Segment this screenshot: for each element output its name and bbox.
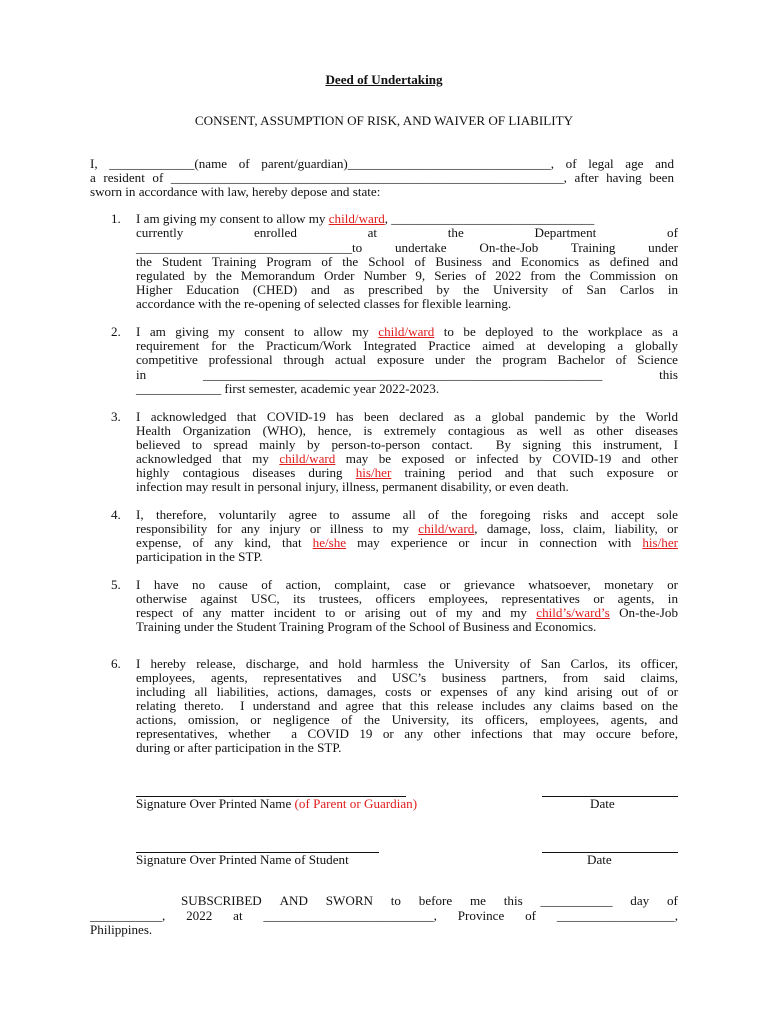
sworn-line-3: Philippines. xyxy=(90,922,153,937)
item1-line-1: I am giving my consent to allow my child/ward, _______________________________ xyxy=(136,211,595,226)
item3-line-3: believed to spread mainly by person-to-person contact. By signing this instrument, I xyxy=(136,437,678,452)
item5-line-4: Training under the Student Training Program of the School of Business and Economics. xyxy=(136,619,597,634)
highlight-child-ward: child/ward xyxy=(328,211,385,226)
item1-line-7: accordance with the re-opening of selected classes for flexible learning. xyxy=(136,296,512,311)
item1-line-6: Higher Education (CHED) and as prescribed by the University of San Carlos in xyxy=(136,282,678,297)
item6-line-5: actions, omission, or negligence of the University, its officers, employees, agents, and xyxy=(136,712,678,727)
highlight-child-ward: child/ward xyxy=(378,324,435,339)
item6-line-6: representatives, whether a COVID 19 or any other infections that may occure before, xyxy=(136,726,678,741)
item1-line-3: _________________________________to undertake On-the-Job Training under xyxy=(136,240,678,255)
item5-line-3: respect of any matter incident to or arising out of my and my child’s/ward’s On-the-Job xyxy=(136,605,678,620)
parent-signature-label: Signature Over Printed Name (of Parent or Guardian) xyxy=(136,796,418,811)
item4-line-1: I, therefore, voluntarily agree to assume all of the foregoing risks and accept sole xyxy=(136,507,678,522)
item6-line-2: employees, agents, representatives and USC’s business partners, from said claims, xyxy=(136,670,678,685)
item1-line-2: currently enrolled at the Department of xyxy=(136,225,678,240)
item2-line-1: I am giving my consent to allow my child/ward to be deployed to the workplace as a xyxy=(136,324,678,339)
item1-line-5: regulated by the Memorandum Order Number 9, Series of 2022 from the Commission on xyxy=(136,268,678,283)
item-number: 4. xyxy=(111,507,121,522)
document-subtitle: CONSENT, ASSUMPTION OF RISK, AND WAIVER OF LIABILITY xyxy=(194,113,574,128)
highlight-his-her: his/her xyxy=(355,465,392,480)
document-title: Deed of Undertaking xyxy=(325,72,443,87)
item3-line-2: Health Organization (WHO), hence, is extremely contagious as well as other diseases xyxy=(136,423,678,438)
sworn-line-2: ___________, 2022 at __________________________, Province of __________________, xyxy=(90,908,678,923)
item2-line-3: competitive professional through actual exposure under the program Bachelor of Science xyxy=(136,352,678,367)
intro-line-1: I, _____________(name of parent/guardian)_______________________________, of legal age and xyxy=(90,156,674,171)
highlight-child-ward: child/ward xyxy=(418,521,475,536)
item-number: 2. xyxy=(111,324,121,339)
item6-line-1: I hereby release, discharge, and hold harmless the University of San Carlos, its officer, xyxy=(136,656,678,671)
item4-line-3: expense, of any kind, that he/she may experience or incur in connection with his/her xyxy=(136,535,678,550)
parent-guardian-note: (of Parent or Guardian) xyxy=(294,796,418,811)
student-signature-label: Signature Over Printed Name of Student xyxy=(136,852,349,867)
item6-line-4: relating thereto. I understand and agree that this release includes any claims based on the xyxy=(136,698,678,713)
item2-line-4: in _____________________________________________________________ this xyxy=(136,367,678,382)
item-number: 5. xyxy=(111,577,121,592)
intro-line-3: sworn in accordance with law, hereby depose and state: xyxy=(90,184,381,199)
item2-line-5: _____________ first semester, academic year 2022-2023. xyxy=(136,381,440,396)
intro-line-2: a resident of ____________________________________________________________, after having been xyxy=(90,170,674,185)
item-number: 1. xyxy=(111,211,121,226)
item6-line-7: during or after participation in the STP. xyxy=(136,740,342,755)
item3-line-5: highly contagious diseases during his/her training period and that such exposure or xyxy=(136,465,678,480)
item5-line-2: otherwise against USC, its trustees, officers employees, representatives or agents, in xyxy=(136,591,678,606)
item5-line-1: I have no cause of action, complaint, case or grievance whatsoever, monetary or xyxy=(136,577,678,592)
item6-line-3: including all liabilities, actions, damages, costs or expenses of any kind arising out of or xyxy=(136,684,678,699)
item2-line-2: requirement for the Practicum/Work Integrated Practice aimed at developing a globally xyxy=(136,338,678,353)
item1-line-4: the Student Training Program of the School of Business and Economics as defined and xyxy=(136,254,678,269)
sworn-line-1: SUBSCRIBED AND SWORN to before me this ___________ day of xyxy=(181,893,678,908)
parent-date-label: Date xyxy=(590,796,615,811)
highlight-his-her: his/her xyxy=(642,535,678,550)
student-date-label: Date xyxy=(587,852,612,867)
highlight-he-she: he/she xyxy=(312,535,347,550)
item-number: 6. xyxy=(111,656,121,671)
item4-line-2: responsibility for any injury or illness to my child/ward, damage, loss, claim, liability, or xyxy=(136,521,678,536)
item3-line-6: infection may result in personal injury, illness, permanent disability, or even death. xyxy=(136,479,569,494)
item3-line-4: acknowledged that my child/ward may be exposed or infected by COVID-19 and other xyxy=(136,451,678,466)
item-number: 3. xyxy=(111,409,121,424)
highlight-child-ward: child/ward xyxy=(279,451,336,466)
highlight-child-ward-possessive: child’s/ward’s xyxy=(536,605,610,620)
item4-line-4: participation in the STP. xyxy=(136,549,263,564)
item3-line-1: I acknowledged that COVID-19 has been declared as a global pandemic by the World xyxy=(136,409,678,424)
